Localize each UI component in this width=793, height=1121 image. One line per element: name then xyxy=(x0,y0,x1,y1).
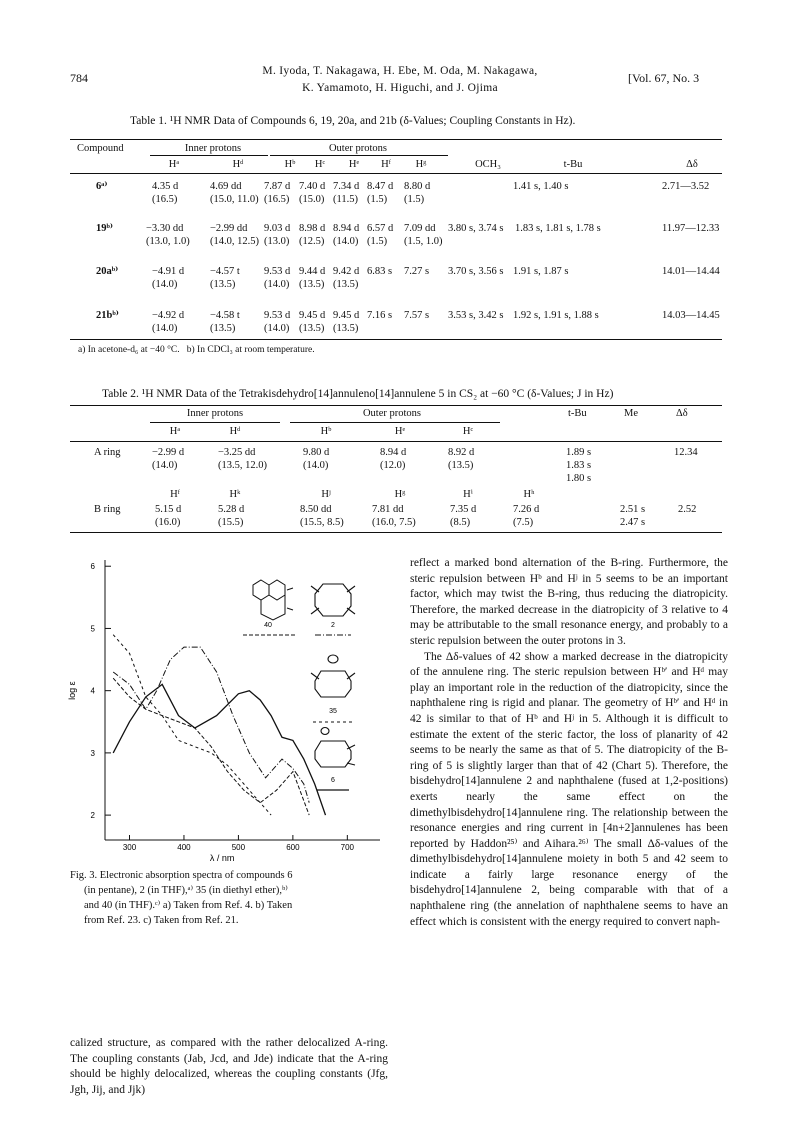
table-cell: 8.80 d xyxy=(404,181,431,192)
table-cell: 3.80 s, 3.74 s xyxy=(448,223,504,234)
col-header: Hʰ xyxy=(523,489,535,500)
row-label-b-ring: B ring xyxy=(94,504,121,515)
left-column-text xyxy=(70,1036,388,1098)
col-header: Hᵃ xyxy=(169,426,181,437)
table-cell: 7.34 d xyxy=(333,181,360,192)
series-line-2 xyxy=(113,647,309,803)
structure-label-35: 35 xyxy=(329,708,337,715)
table2 xyxy=(0,0,793,540)
table-cell: (13.5) xyxy=(210,323,236,334)
table-cell: 9.80 d xyxy=(303,447,330,458)
row-label-a-ring: A ring xyxy=(94,447,121,458)
col-header: Hʲ xyxy=(321,489,331,500)
col-header: Hᵍ xyxy=(394,489,406,500)
table-cell: 4.35 d xyxy=(152,181,179,192)
y-axis-label: log ε xyxy=(67,681,77,700)
y-tick-label: 3 xyxy=(90,748,95,758)
inner-group-rule xyxy=(150,422,280,423)
table-cell: 8.92 d xyxy=(448,447,475,458)
table-cell: 14.03—14.45 xyxy=(662,310,720,321)
caption-line-4: from Ref. 23. c) Taken from Ref. 21. xyxy=(84,915,239,926)
table-cell: −4.57 t xyxy=(210,266,240,277)
table-cell: (1.5) xyxy=(367,236,388,247)
structure-label-6: 6 xyxy=(331,777,335,784)
group-outer-protons: Outer protons xyxy=(362,408,422,419)
structure-6 xyxy=(315,728,355,768)
table-cell: (13.5) xyxy=(333,279,359,290)
structure-label-2: 2 xyxy=(331,622,335,629)
table-cell: −4.92 d xyxy=(152,310,185,321)
table-cell: 3.53 s, 3.42 s xyxy=(448,310,504,321)
table-cell: 8.50 dd xyxy=(300,504,332,515)
series-line-35 xyxy=(113,635,271,815)
page-number: 784 xyxy=(70,71,88,85)
table1-footnote: a) In acetone-d₆ at −40 °C. b) In CDCl₃ at room temperature. xyxy=(78,345,315,355)
table-row-compound: 20aᵇ⁾ xyxy=(96,266,119,277)
structure-drawings xyxy=(243,580,355,790)
table-cell: (16.0) xyxy=(155,517,181,528)
table-row-compound: 6ᵃ⁾ xyxy=(96,181,108,192)
table-cell: 9.53 d xyxy=(264,310,291,321)
table-cell: 9.42 d xyxy=(333,266,360,277)
table-cell: 2.52 xyxy=(678,504,697,515)
table2-header-rule xyxy=(70,441,722,442)
table-cell: 1.80 s xyxy=(566,473,592,484)
caption-line-1: Fig. 3. Electronic absorption spectra of compounds 6 xyxy=(70,870,293,881)
table-cell: (15.5, 8.5) xyxy=(300,517,344,528)
table-row-compound: 19ᵇ⁾ xyxy=(96,223,114,234)
table-cell: 7.16 s xyxy=(367,310,393,321)
table-cell: (13.5, 12.0) xyxy=(218,460,267,471)
table-cell: 8.98 d xyxy=(299,223,326,234)
table-cell: 11.97—12.33 xyxy=(662,223,720,234)
table-cell: 7.35 d xyxy=(450,504,477,515)
table-cell: 7.09 dd xyxy=(404,223,436,234)
table-cell: 14.01—14.44 xyxy=(662,266,720,277)
table-cell: 7.27 s xyxy=(404,266,430,277)
volume-info: [Vol. 67, No. 3 xyxy=(628,71,700,85)
table-cell: (13.5) xyxy=(210,279,236,290)
col-header: Hᵍ xyxy=(415,159,427,170)
table-cell: 2.47 s xyxy=(620,517,646,528)
y-tick-label: 2 xyxy=(90,811,95,821)
table-cell: 8.47 d xyxy=(367,181,394,192)
y-tick-label: 4 xyxy=(90,686,95,696)
table-cell: 2.51 s xyxy=(620,504,646,515)
col-header: Hᵉ xyxy=(348,159,360,170)
table-cell: (13.5) xyxy=(448,460,474,471)
y-tick-label: 6 xyxy=(90,562,95,572)
structure-2 xyxy=(311,584,355,616)
authors-line-2: K. Yamamoto, H. Higuchi, and J. Ojima xyxy=(302,82,498,94)
table-cell: (14.0) xyxy=(333,236,359,247)
absorption-spectra-figure xyxy=(55,550,395,865)
table-cell: 5.15 d xyxy=(155,504,182,515)
series-line-6 xyxy=(113,684,325,815)
table-cell: (16.5) xyxy=(264,194,290,205)
col-header: Hᶠ xyxy=(381,159,391,170)
table-cell: (14.0) xyxy=(303,460,329,471)
table-cell: (14.0) xyxy=(152,279,178,290)
table-cell: 9.45 d xyxy=(299,310,326,321)
table-cell: (16.0, 7.5) xyxy=(372,517,416,528)
x-tick-label: 500 xyxy=(231,843,246,852)
table-cell: 6.83 s xyxy=(367,266,393,277)
table-cell: −2.99 dd xyxy=(210,223,248,234)
col-header: Hᵃ xyxy=(168,159,180,170)
table-row-compound: 21bᵇ⁾ xyxy=(96,310,119,321)
table-cell: −3.25 dd xyxy=(218,447,256,458)
table-cell: (12.5) xyxy=(299,236,325,247)
table-cell: (14.0) xyxy=(264,323,290,334)
table-cell: 12.34 xyxy=(674,447,698,458)
table-cell: 1.89 s xyxy=(566,447,592,458)
left-paragraph: calized structure, as compared with the rather delocalized A-ring. The coupling constants (Jab, Jcd, and Jde) indicate that the A-ring should be highly delocalized, whereas the coupling constants (Jfg, Jgh, Jij, and Jjk) xyxy=(70,1037,388,1096)
authors-line-1: M. Iyoda, T. Nakagawa, H. Ebe, M. Oda, M. Nakagawa, xyxy=(262,65,538,77)
table-cell: 8.94 d xyxy=(380,447,407,458)
table-cell: 1.83 s, 1.81 s, 1.78 s xyxy=(515,223,601,234)
table-cell: (1.5) xyxy=(367,194,388,205)
table-cell: 4.69 dd xyxy=(210,181,242,192)
col-header: Hᶜ xyxy=(314,159,326,170)
table-cell: (14.0, 12.5) xyxy=(210,236,259,247)
table-cell: (15.0) xyxy=(299,194,325,205)
col-header: Hᵈ xyxy=(232,159,244,170)
right-column-text xyxy=(410,556,728,930)
table-cell: (8.5) xyxy=(450,517,471,528)
table2-caption: Table 2. ¹H NMR Data of the Tetrakisdehydro[14]annuleno[14]annulene 5 in CS₂ at −60 °C (δ-Values; J in Hz) xyxy=(102,388,614,400)
table-cell: 7.81 dd xyxy=(372,504,404,515)
col-header: Hᶠ xyxy=(170,489,180,500)
caption-line-2: (in pentane), 2 (in THF),ᵃ⁾ 35 (in diethyl ether),ᵇ⁾ xyxy=(84,885,288,896)
table1-caption: Table 1. ¹H NMR Data of Compounds 6, 19, 20a, and 21b (δ-Values; Coupling Constants in Hz). xyxy=(130,115,576,127)
table-cell: (15.0, 11.0) xyxy=(210,194,259,205)
series-line-40 xyxy=(113,678,309,815)
table-cell: (11.5) xyxy=(333,194,358,205)
table-cell: (13.0, 1.0) xyxy=(146,236,190,247)
plot-series xyxy=(113,635,325,815)
table-cell: 9.03 d xyxy=(264,223,291,234)
col-header: OCH₃ xyxy=(475,159,501,170)
table-cell: (7.5) xyxy=(513,517,534,528)
structure-40 xyxy=(253,580,293,620)
table-cell: (14.0) xyxy=(152,323,178,334)
y-tick-label: 5 xyxy=(90,624,95,634)
structure-label-40: 40 xyxy=(264,622,272,629)
table-cell: 7.87 d xyxy=(264,181,291,192)
table-cell: 7.57 s xyxy=(404,310,430,321)
table-cell: (13.5) xyxy=(299,323,325,334)
col-header: Hᵉ xyxy=(394,426,406,437)
table-cell: 2.71—3.52 xyxy=(662,181,710,192)
table-cell: (13.5) xyxy=(333,323,359,334)
col-header: Hᵇ xyxy=(320,426,332,437)
table-cell: (14.0) xyxy=(152,460,178,471)
col-header: Hᵏ xyxy=(229,489,241,500)
table-cell: 1.83 s xyxy=(566,460,592,471)
table-cell: 9.45 d xyxy=(333,310,360,321)
table-cell: 1.92 s, 1.91 s, 1.88 s xyxy=(513,310,599,321)
table-cell: (13.5) xyxy=(299,279,325,290)
col-header-delta: Δδ xyxy=(676,408,688,419)
table-cell: (1.5, 1.0) xyxy=(404,236,443,247)
table-cell: −4.58 t xyxy=(210,310,240,321)
x-tick-label: 600 xyxy=(286,843,300,852)
col-header: t-Bu xyxy=(563,159,583,170)
x-axis-label: λ / nm xyxy=(209,853,235,863)
table-cell: 5.28 d xyxy=(218,504,245,515)
table-cell: −2.99 d xyxy=(152,447,185,458)
group-outer-protons: Outer protons xyxy=(328,143,388,154)
right-paragraph-1: reflect a marked bond alternation of the B-ring. Furthermore, the steric repulsion between Hᵇ and Hʲ in 5 seems to be an important factor, which may twist the B-ring, thus reducing the diatropicity. Therefore, the marked decrease in the diatropicity of 3 relative to 4 may be attributable to the small resonance energy, and probably to a steric repulsion between the outer protons in 3. xyxy=(410,557,728,647)
group-inner-protons: Inner protons xyxy=(186,408,244,419)
caption-line-3: and 40 (in THF).ᶜ⁾ a) Taken from Ref. 4. b) Taken xyxy=(84,900,293,911)
table-cell: 7.26 d xyxy=(513,504,540,515)
table-cell: 1.91 s, 1.87 s xyxy=(513,266,569,277)
table-cell: 8.94 d xyxy=(333,223,360,234)
table-cell: 7.40 d xyxy=(299,181,326,192)
table-cell: (12.0) xyxy=(380,460,406,471)
col-header: Hᵇ xyxy=(284,159,296,170)
table-cell: (15.5) xyxy=(218,517,244,528)
x-tick-label: 400 xyxy=(177,843,191,852)
table-cell: 9.53 d xyxy=(264,266,291,277)
table-cell: (13.0) xyxy=(264,236,290,247)
x-tick-label: 300 xyxy=(122,843,137,852)
table-cell: 3.70 s, 3.56 s xyxy=(448,266,504,277)
outer-group-rule xyxy=(290,422,500,423)
x-tick-label: 700 xyxy=(340,843,355,852)
structure-35 xyxy=(311,655,355,697)
col-header-tbu: t-Bu xyxy=(568,408,587,419)
table-cell: −4.91 d xyxy=(152,266,185,277)
table-cell: (16.5) xyxy=(152,194,178,205)
table2-bottom-rule xyxy=(70,532,722,533)
figure-caption xyxy=(70,868,390,928)
table-cell: 1.41 s, 1.40 s xyxy=(513,181,569,192)
table-cell: 6.57 d xyxy=(367,223,394,234)
table-cell: (14.0) xyxy=(264,279,290,290)
col-header: Δδ xyxy=(686,159,698,170)
table-cell: −3.30 dd xyxy=(146,223,184,234)
col-header: Hᵈ xyxy=(229,426,241,437)
table-cell: 9.44 d xyxy=(299,266,326,277)
group-inner-protons: Inner protons xyxy=(184,143,242,154)
table-cell: (1.5) xyxy=(404,194,425,205)
col-header-compound: Compound xyxy=(77,143,124,154)
col-header-me: Me xyxy=(624,408,638,419)
col-header: Hⁱ xyxy=(463,489,473,500)
right-paragraph-2: The Δδ-values of 42 show a marked decrease in the diatropicity of the annulene ring. The steric repulsion between Hᵇ′ and Hᵈ may play an important role in the reduction of the diatropicity, since the naphthalene ring is rigid and planar. The geometry of Hᵇ′ and Hᵈ in 42 is similar to that of Hᵇ and Hʲ in 5. Although it is difficult to estimate the extent of the steric factor, the loss of planarity of 42 seems to be nearly the same as that of 5. The diatropicity of the B-ring of 5 is slightly larger than that of 42 (Chart 5). Therefore, the bisdehydro[14]annulene 2 and naphthalene (fused at 1,2-positions) exerts nearly the same effect on the dimethylbisdehydro[14]annulene ring. The relationship between the resonance energies and ring current in [4n+2]annulenes has been reported by Haddon²⁵⁾ and Aihara.²⁶⁾ The small Δδ-values of the dimethylbisdehydro[14]annulene moiety in both 5 and 42 seem to indicate a fairly large resonance energy of the bisdehydro[14]annulene 2, being comparable with that of a naphthalene ring (the annelation of naphthalene seems to have an effect which is consistent with the energy required to convert naph- xyxy=(410,650,728,928)
table2-top-rule xyxy=(70,405,722,406)
col-header: Hᶜ xyxy=(462,426,474,437)
